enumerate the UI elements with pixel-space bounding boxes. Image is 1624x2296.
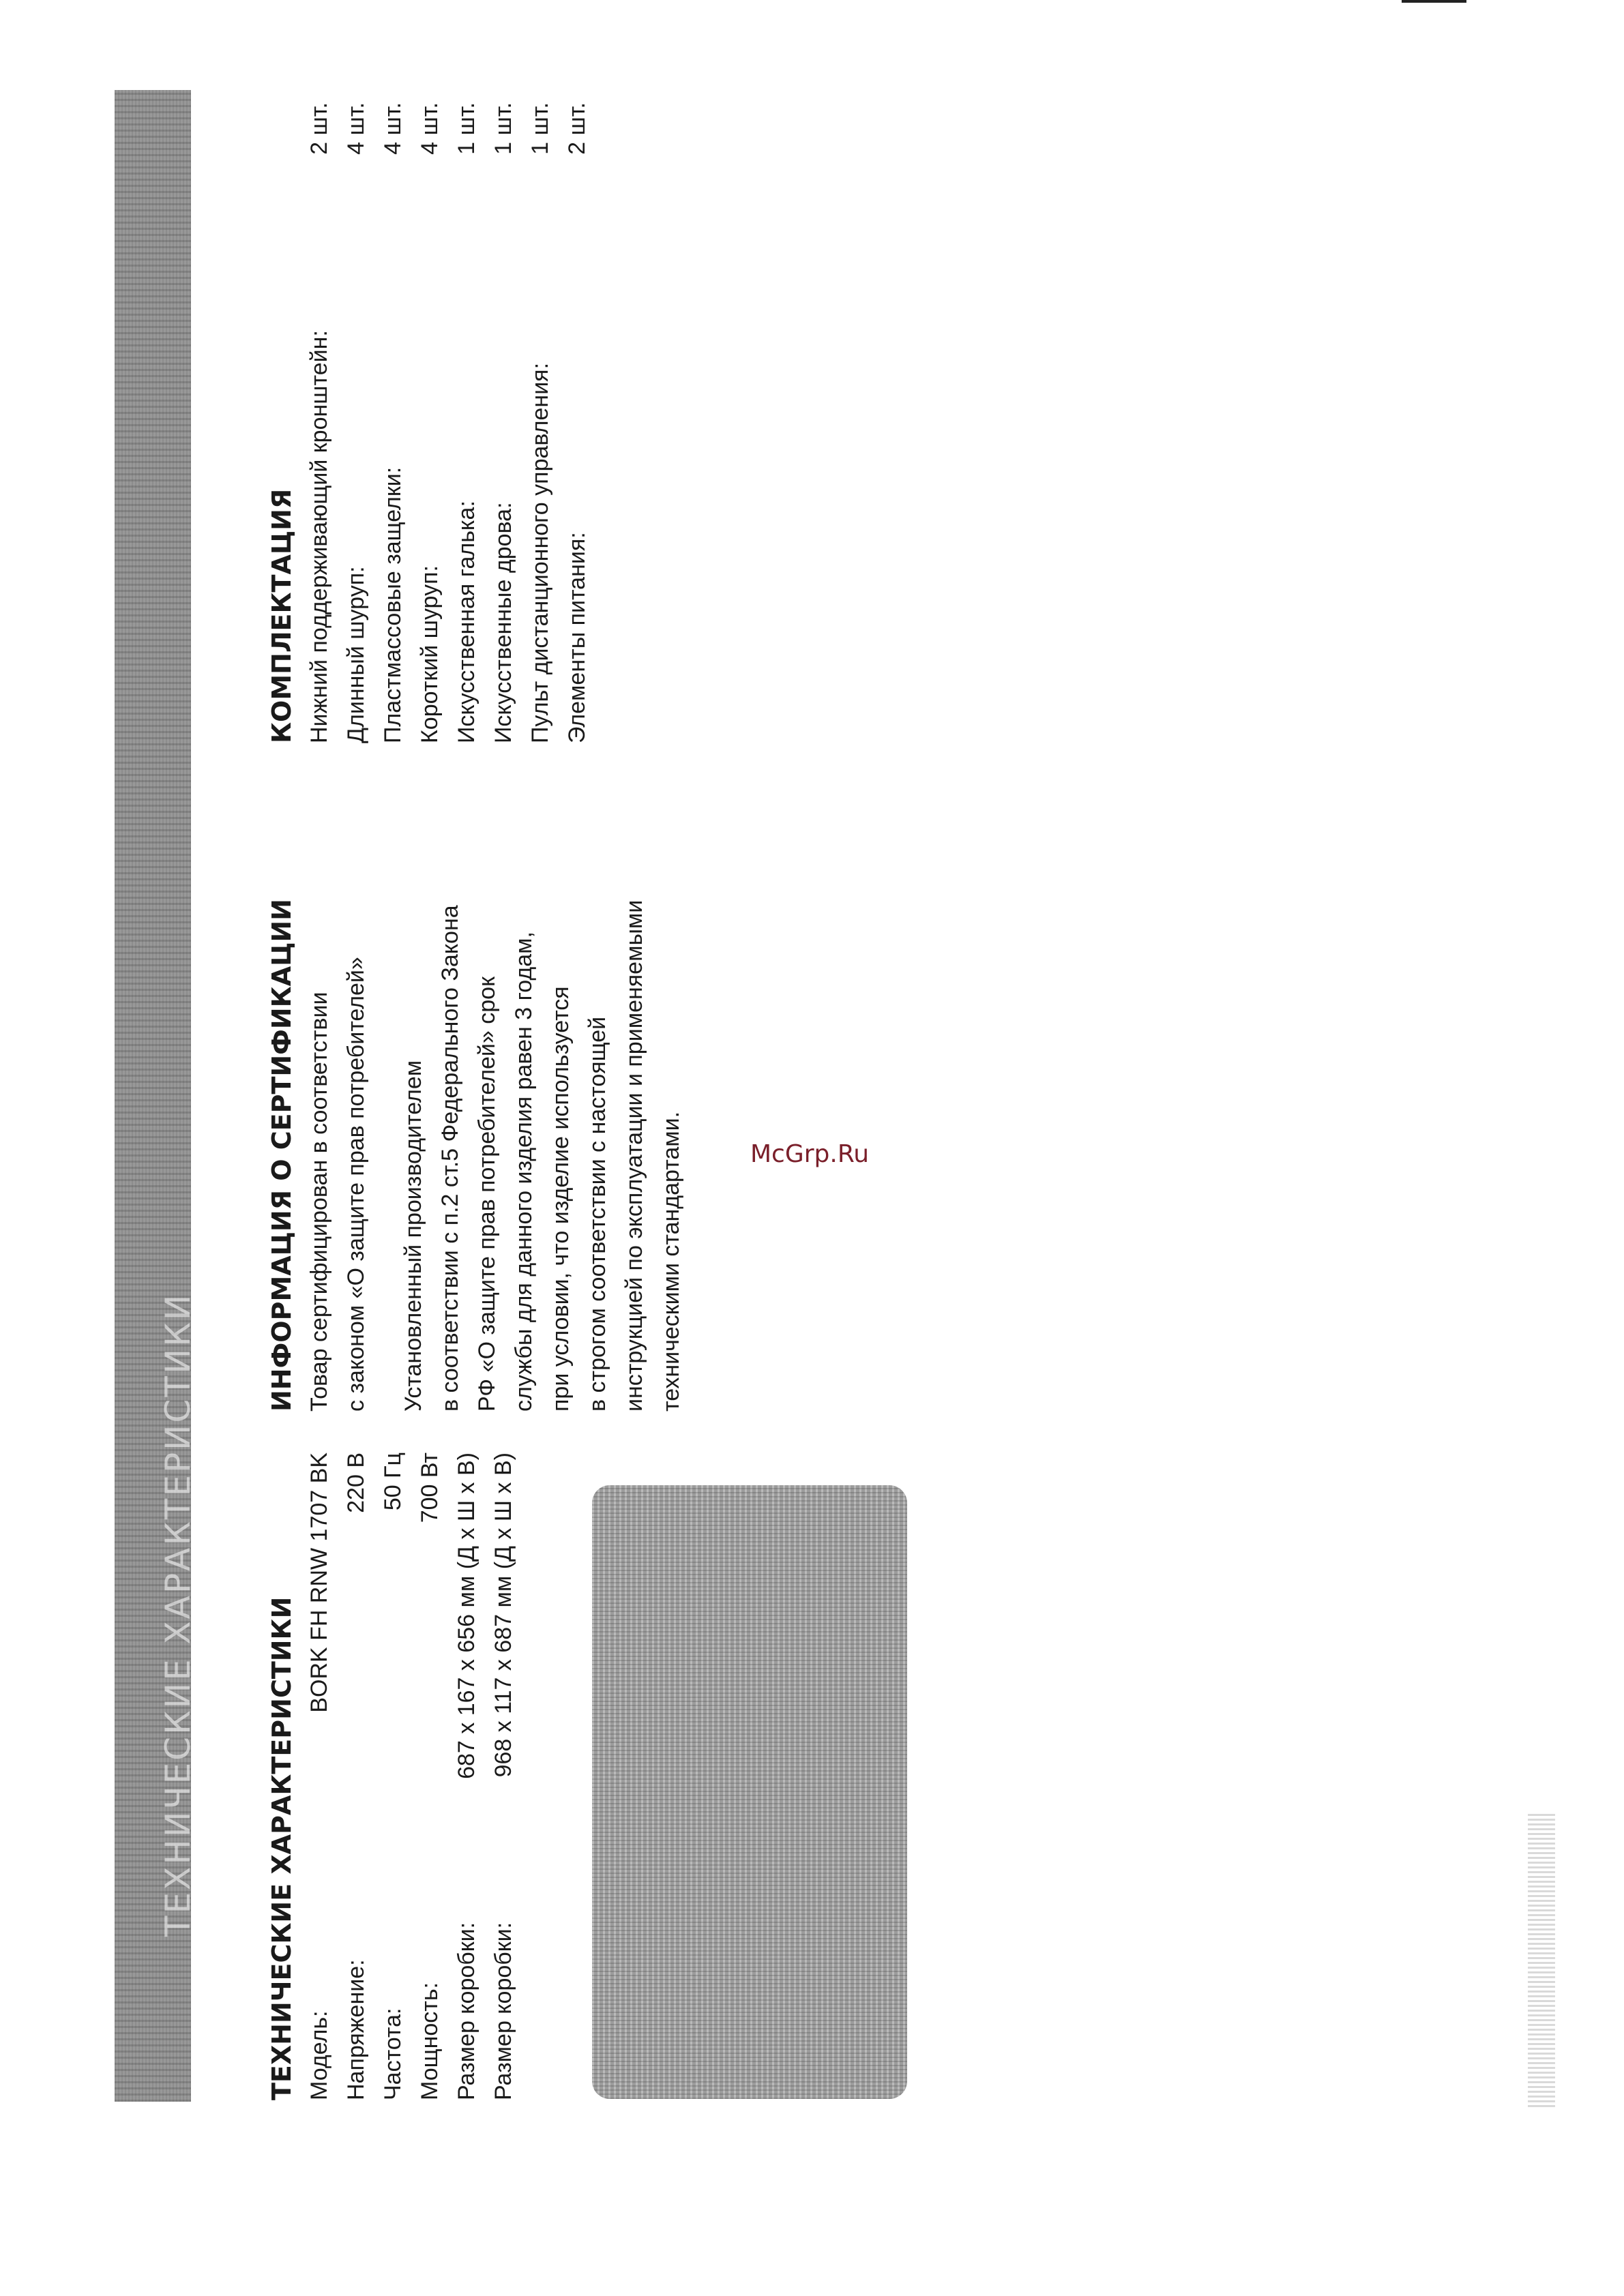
spec-label: Напряжение: [343,1959,369,2100]
kit-title: КОМПЛЕКТАЦИЯ [267,488,297,743]
kit-item-label: Короткий шуруп: [417,565,443,743]
cert-line: при условии, что изделие используется [548,986,574,1412]
cert-line: техническими стандартами. [658,1111,684,1412]
cert-line: с законом «О защите прав потребителей» [343,957,369,1412]
kit-item-label: Нижний поддерживающий кронштейн: [306,330,332,743]
spec-label: Мощность: [417,1982,443,2100]
kit-item-qty: 2 шт. [306,102,332,155]
cert-line: в строгом соответствии с настоящей [585,1016,610,1412]
scan-artifact-dash [1402,0,1466,3]
spec-row-model [301,1452,338,2100]
kit-item [448,102,485,743]
spec-value: BORK FH RNW 1707 BK [306,1452,332,1713]
kit-item-qty: 2 шт. [564,102,590,155]
header-band-title: ТЕХНИЧЕСКИЕ ХАРАКТЕРИСТИКИ [158,1292,198,1937]
spec-row-voltage [338,1452,374,2100]
spec-label: Модель: [306,2010,332,2100]
kit-item-qty: 1 шт. [490,102,516,155]
kit-item-label: Искусственные дрова: [490,502,516,743]
kit-item-qty: 4 шт. [380,102,406,155]
kit-item [301,102,338,743]
spec-label: Размер коробки: [454,1922,479,2100]
kit-section [263,102,595,743]
kit-item-label: Пульт дистанционного управления: [527,362,553,743]
kit-item [374,102,411,743]
kit-item [485,102,522,743]
spec-label: Размер коробки: [490,1922,516,2100]
cert-line: службы для данного изделия равен 3 годам, [511,931,537,1412]
spec-value: 687 х 167 х 656 мм (Д х Ш х В) [454,1452,479,1779]
certification-section [263,730,690,1412]
kit-item-qty: 4 шт. [417,102,443,155]
cert-line: РФ «О защите прав потребителей» срок [474,976,500,1412]
kit-item-qty: 1 шт. [454,102,479,155]
kit-item-label: Пластмассовые защелки: [380,466,406,743]
spec-value: 220 В [343,1452,369,1513]
kit-item [411,102,448,743]
spec-row-box-size-2 [485,1452,522,2100]
spec-value: 968 х 117 х 687 мм (Д х Ш х В) [490,1452,516,1778]
kit-item-qty: 1 шт. [527,102,553,155]
kit-item [338,102,374,743]
kit-item [522,102,559,743]
site-watermark: McGrp.Ru [750,1140,870,1168]
cert-line: в соответствии с п.2 ст.5 Федерального Закона [437,905,463,1412]
scan-artifact-smudge [1528,1814,1555,2107]
cert-line: инструкцией по эксплуатации и применяемыми [621,899,647,1412]
kit-item-label: Длинный шуруп: [343,566,369,743]
spec-row-frequency [374,1452,411,2100]
kit-item-qty: 4 шт. [343,102,369,155]
cert-line: Товар сертифицирован в соответствии [306,992,332,1412]
certification-title: ИНФОРМАЦИЯ О СЕРТИФИКАЦИИ [267,899,297,1412]
specs-title: ТЕХНИЧЕСКИЕ ХАРАКТЕРИСТИКИ [267,1596,297,2100]
kit-item-label: Искусственная галька: [454,501,479,743]
kit-item [559,102,595,743]
cert-line: Установленный производителем [400,1060,426,1412]
specs-section [263,1452,522,2100]
kit-item-label: Элементы питания: [564,532,590,743]
spec-row-power [411,1452,448,2100]
spec-label: Частота: [380,2008,406,2100]
spec-row-box-size-1 [448,1452,485,2100]
spec-value: 50 Гц [380,1452,406,1511]
scanned-note-box [592,1485,907,2099]
spec-value: 700 Вт [417,1452,443,1523]
